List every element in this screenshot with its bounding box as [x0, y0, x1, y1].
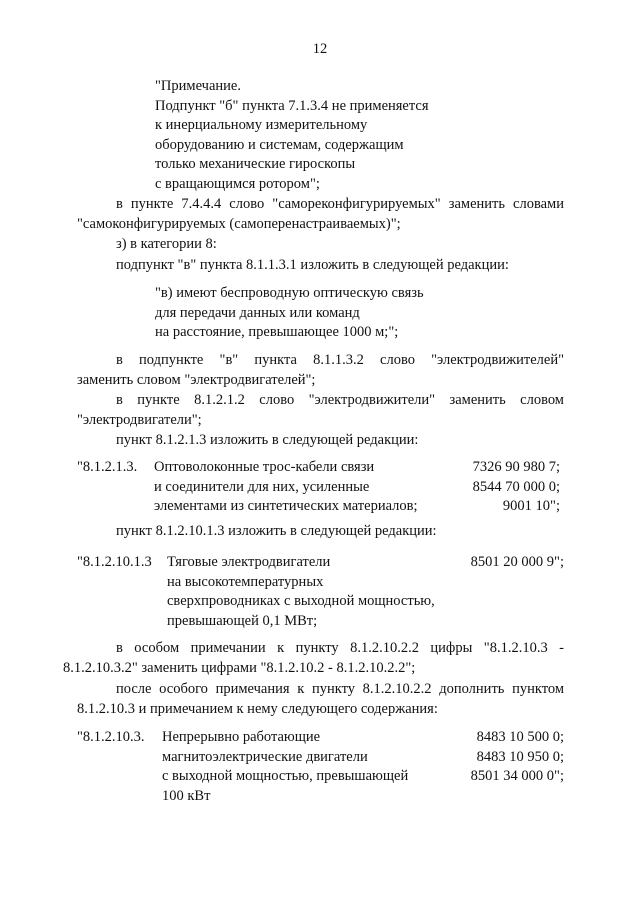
entry-line: сверхпроводниках с выходной мощностью, [167, 593, 435, 609]
note-block [155, 77, 429, 194]
entry-8121013-codes [440, 553, 564, 573]
entry-812103-label: "8.1.2.10.3. [77, 729, 145, 745]
paragraph-81132-line1: в подпункте "в" пункта 8.1.1.3.2 слово "электродвижителей" [116, 352, 564, 368]
paragraph-add-81210-line1: после особого примечания к пункту 8.1.2.10.2.2 дополнить пунктом [116, 681, 564, 697]
paragraph-special-note-line2: 8.1.2.10.3.2" заменить цифрами "8.1.2.10.2 - 8.1.2.10.2.2"; [63, 660, 416, 676]
paragraph-81212-line2: "электродвигатели"; [77, 412, 202, 428]
paragraph-7444-line1: в пункте 7.4.4.4 слово "самореконфигурируемых" заменить словами [116, 196, 564, 212]
entry-line: Непрерывно работающие [162, 729, 321, 745]
quote-line: на расстояние, превышающее 1000 м;"; [155, 324, 399, 340]
note-line: только механические гироскопы [155, 156, 356, 172]
entry-code: 8501 34 000 0"; [470, 768, 564, 784]
entry-line: с выходной мощностью, превышающей [162, 768, 409, 784]
paragraph-81132-line2: заменить словом "электродвигателей"; [77, 372, 316, 388]
entry-line: на высокотемпературных [167, 573, 324, 590]
entry-812103-description [162, 728, 408, 806]
paragraph-add-81210-line2: 8.1.2.10.3 и примечанием к нему следующего содержания: [77, 701, 438, 717]
note-line: к инерциальному измерительному [155, 117, 368, 133]
entry-line: превышающей 0,1 МВт; [167, 612, 318, 629]
entry-code: 9001 10"; [502, 498, 560, 514]
note-line: Подпункт "б" пункта 7.1.3.4 не применяется [155, 97, 429, 114]
entry-line: магнитоэлектрические двигатели [162, 748, 368, 765]
entry-line: Оптоволоконные трос-кабели связи [154, 459, 375, 475]
paragraph-special-note-line1: в особом примечании к пункту 8.1.2.10.2.2 цифры "8.1.2.10.3 - [116, 640, 564, 656]
paragraph-81213: пункт 8.1.2.1.3 изложить в следующей редакции: [116, 432, 419, 448]
entry-81213-label: "8.1.2.1.3. [77, 459, 138, 475]
entry-line: элементами из синтетических материалов; [154, 498, 418, 514]
paragraph-81212-line1: в пункте 8.1.2.1.2 слово "электродвижители" заменить словом [116, 392, 564, 408]
entry-line: Тяговые электродвигатели [167, 554, 331, 570]
quote-block [155, 284, 424, 343]
entry-8121013-description [167, 553, 435, 631]
page-number: 12 [312, 41, 328, 57]
entry-code: 8483 10 950 0; [476, 748, 564, 765]
entry-line: и соединители для них, усиленные [154, 478, 370, 495]
entry-81213-description [154, 458, 418, 517]
quote-line: "в) имеют беспроводную оптическую связь [155, 285, 424, 301]
entry-line: 100 кВт [162, 787, 211, 804]
paragraph-7444-line2: "самоконфигурируемых (самоперенастраиваемых)"; [77, 216, 401, 232]
note-line: "Примечание. [155, 78, 241, 94]
entry-code: 7326 90 980 7; [472, 459, 560, 475]
entry-81213-codes [440, 458, 560, 517]
entry-code: 8483 10 500 0; [476, 729, 564, 745]
note-line: оборудованию и системам, содержащим [155, 136, 404, 153]
note-line: с вращающимся ротором"; [155, 175, 320, 192]
entry-8121013-label: "8.1.2.10.1.3 [77, 554, 152, 570]
entry-code: 8544 70 000 0; [472, 478, 560, 495]
paragraph-81131: подпункт "в" пункта 8.1.1.3.1 изложить в следующей редакции: [116, 257, 509, 273]
paragraph-8121013: пункт 8.1.2.10.1.3 изложить в следующей редакции: [116, 523, 437, 539]
paragraph-category-8: з) в категории 8: [116, 236, 217, 252]
entry-code: 8501 20 000 9"; [470, 554, 564, 570]
quote-line: для передачи данных или команд [155, 304, 360, 321]
entry-812103-codes [440, 728, 564, 787]
